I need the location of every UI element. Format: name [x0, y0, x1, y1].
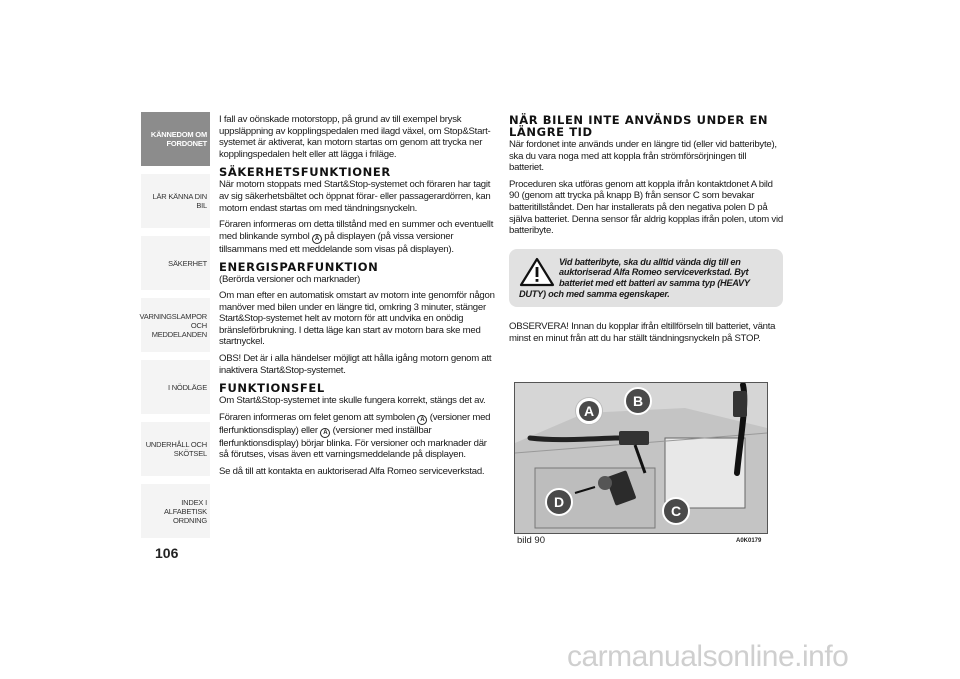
sidebar-item-lar-kanna[interactable]: LÄR KÄNNA DIN BIL — [141, 174, 210, 230]
fault-icon: A — [320, 428, 330, 438]
warning-box — [509, 249, 783, 307]
storage-paragraph-1: När fordonet inte används under en längre tid (eller vid batteribyte), ska du vara noga med att koppla från strömförsörjningen till batteriet. — [509, 139, 777, 174]
figure-label: B — [632, 393, 644, 409]
figure-label: D — [553, 494, 565, 510]
label-c — [662, 497, 690, 525]
storage-paragraph-3: OBSERVERA! Innan du kopplar ifrån eltillförseln till batteriet, vänta minst en minut från att du har ställt tändningsnyckeln på STOP. — [509, 321, 776, 344]
function-paragraph-1: Om Start&Stop-systemet inte skulle fungera korrekt, stängs det av. — [219, 395, 486, 407]
function-paragraph-3: Se då till att kontakta en auktoriserad Alfa Romeo serviceverkstad. — [219, 465, 485, 477]
safety-paragraph-1: När motorn stoppats med Start&Stop-systemet och föraren har tagit av sig säkerhetsbältet och öppnat förar- eller passagerardörren, kan motorn endast startas om med tändningsnyckeln. — [219, 179, 491, 214]
stop-start-icon: A — [312, 234, 322, 244]
label-b — [624, 387, 652, 415]
intro-paragraph: I fall av oönskade motorstopp, på grund av till exempel brysk uppsläppning av kopplingspedalen med ilagd växel, om Stop&Start-systemet är aktiverat, kan motorn startas om genom att trycka ner kopplingspedalen helt eller att lägga i friläge. — [219, 114, 491, 160]
left-column — [219, 114, 497, 482]
sidebar-item-kannedom[interactable]: KÄNNEDOM OM FORDONET — [141, 112, 210, 168]
sidebar-item-varningslampor[interactable]: VARNINGSLAMPOR OCH MEDDELANDEN — [141, 298, 210, 354]
label-a — [576, 398, 602, 424]
text-segment: (versioner med flerfunktionsdisplay) eller — [219, 411, 491, 436]
battery-figure — [514, 382, 768, 534]
sidebar-item-index[interactable]: INDEX I ALFABETISK ORDNING — [141, 484, 210, 540]
warning-text: Vid batteribyte, ska du alltid vända dig till en auktoriserad Alfa Romeo serviceverkstad. Byt batteriet med ett batteri av samma typ (HEAVY DUTY) och med samma egenskaper. — [519, 256, 750, 299]
safety-paragraph-2 — [219, 219, 497, 255]
sidebar-item-underhall[interactable]: UNDERHÅLL OCH SKÖTSEL — [141, 422, 210, 478]
watermark: carmanualsonline.info — [567, 640, 849, 673]
energy-subheading: (Berörda versioner och marknader) — [219, 274, 361, 286]
safety-heading: SÄKERHETSFUNKTIONER — [219, 165, 391, 180]
storage-heading: NÄR BILEN INTE ANVÄNDS UNDER EN LÄNGRE TID — [509, 113, 769, 139]
stop-start-icon: A — [417, 415, 427, 425]
energy-paragraph-2: OBS! Det är i alla händelser möjligt att hålla igång motorn genom att inaktivera Start&Stop-systemet. — [219, 352, 492, 376]
sidebar-item-nodlage[interactable]: I NÖDLÄGE — [141, 360, 210, 416]
function-paragraph-2 — [219, 412, 497, 461]
figure-label: C — [670, 503, 682, 519]
function-heading: FUNKTIONSFEL — [219, 381, 325, 396]
text-segment: (versioner med inställbar flerfunktionsdisplay) börjar blinka. För versioner och marknader där så förutses, visas även ett varningsmeddelande på displayen. — [219, 424, 487, 461]
text-segment: Föraren informeras om felet genom att symbolen — [219, 411, 418, 423]
label-d — [545, 488, 573, 516]
sidebar-nav — [141, 112, 210, 540]
text-segment: på displayen (på vissa versioner tillsammans med ett meddelande som visas på displayen). — [219, 230, 454, 255]
storage-paragraph-2: Proceduren ska utföras genom att koppla ifrån kontaktdonet A bild 90 (genom att trycka på knapp B) från sensor C som bevakar batteritillståndet. Den har installerats på den negativa polen D på själva batteriet. Denna sensor får aldrig kopplas ifrån polen, utom vid batteribyte. — [509, 178, 783, 237]
right-column — [509, 114, 783, 349]
figure-label: A — [579, 401, 599, 421]
energy-paragraph-1: Om man efter en automatisk omstart av motorn inte genomför någon manöver med bilen under en längre tid, omkring 3 minuter, stänger Start&Stop-systemet helt av motorn för att undvika en onödig bränsleförbrukning. I detta läge kan start av motorn bara ske med startnyckel. — [219, 289, 495, 348]
warning-triangle-icon — [519, 257, 555, 287]
sidebar-item-sakerhet[interactable]: SÄKERHET — [141, 236, 210, 292]
energy-heading: ENERGISPARFUNKTION — [219, 260, 379, 275]
figure-code: A0K0179 — [736, 538, 762, 544]
text-segment: Föraren informeras om detta tillstånd med en summer och eventuellt med blinkande symbol — [219, 219, 494, 242]
page-number: 106 — [155, 545, 179, 561]
figure-caption: bild 90 — [517, 535, 545, 546]
